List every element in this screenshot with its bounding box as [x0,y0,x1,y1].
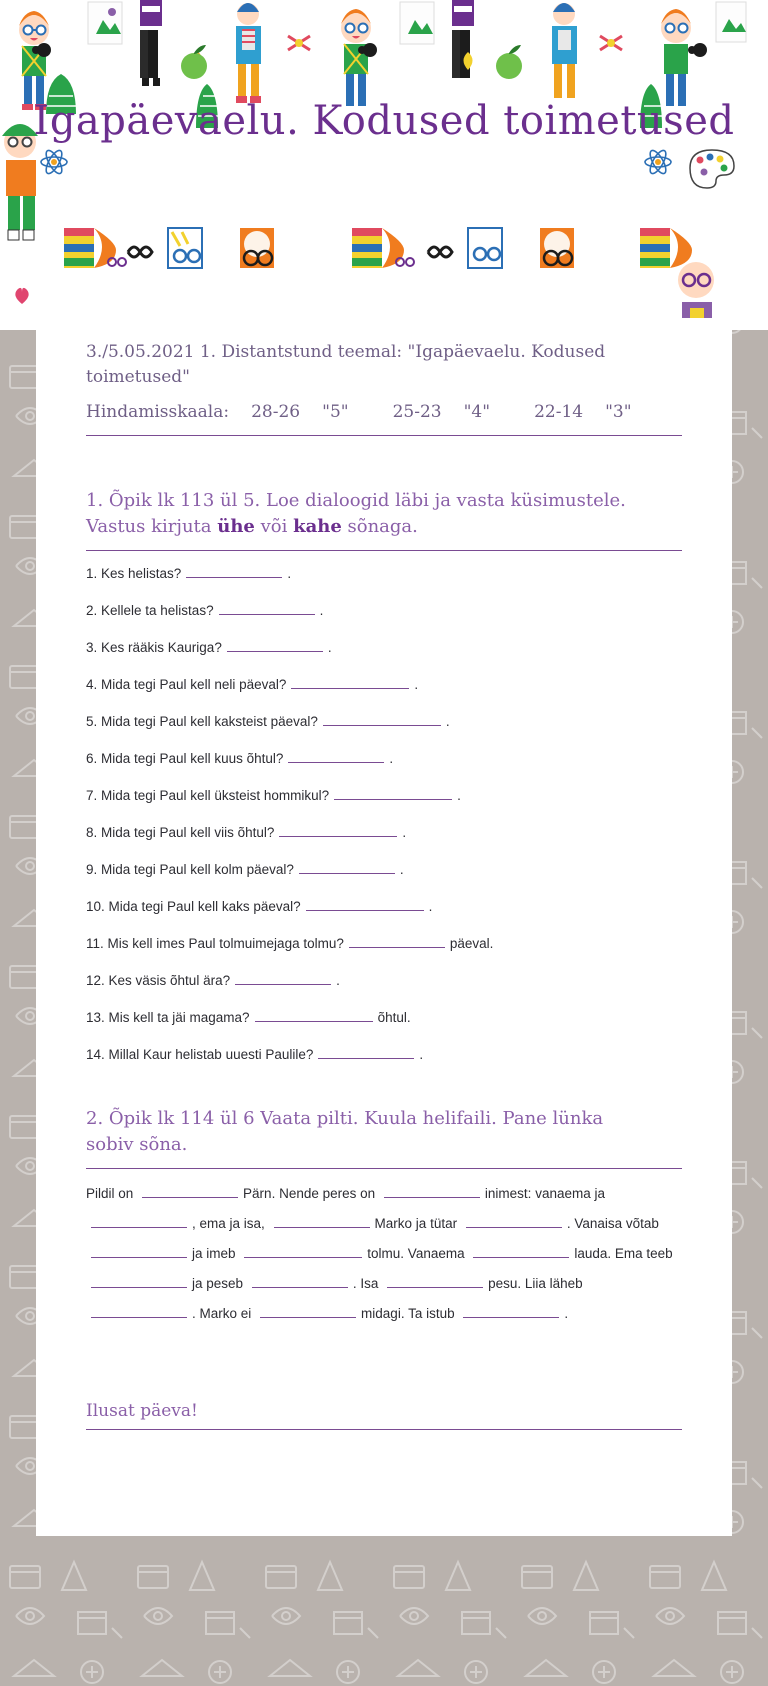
cloze-text: . Vanaisa võtab [566,1216,659,1231]
task-2-heading [36,1106,732,1158]
answer-blank[interactable] [323,711,441,726]
grading-scale-label: Hindamisskaala: [86,402,230,422]
question-row [86,822,682,842]
question-row [86,563,682,583]
scale-range-3: 22-14 [534,402,584,422]
cloze-blank[interactable] [91,1303,187,1318]
question-suffix: . [457,788,461,803]
task-1-bold-kahe: kahe [293,516,342,537]
cloze-text: tolmu. Vanaema [367,1246,465,1261]
question-suffix: . [287,566,292,581]
question-text: 8. Mida tegi Paul kell viis õhtul? [86,825,275,840]
question-row [86,1044,682,1064]
question-text: 2. Kellele ta helistas? [86,603,214,618]
question-text: 12. Kes väsis õhtul ära? [86,973,231,988]
cloze-blank[interactable] [387,1273,483,1288]
question-suffix: . [389,751,394,766]
question-text: 6. Mida tegi Paul kell kuus õhtul? [86,751,284,766]
task-1-question-list [36,563,732,1064]
question-text: 9. Mida tegi Paul kell kolm päeval? [86,862,294,877]
cloze-blank[interactable] [91,1213,187,1228]
question-suffix: . [319,603,324,618]
question-suffix: . [445,714,450,729]
cloze-blank[interactable] [384,1183,480,1198]
answer-blank[interactable] [186,563,282,578]
question-text: 13. Mis kell ta jäi magama? [86,1010,250,1025]
question-suffix: . [402,825,407,840]
question-suffix: . [419,1047,424,1062]
cloze-blank[interactable] [142,1183,238,1198]
question-row [86,896,682,916]
question-suffix: . [399,862,404,877]
cloze-blank[interactable] [252,1273,348,1288]
answer-blank[interactable] [299,859,395,874]
cloze-text: vanaema ja [535,1186,605,1201]
cloze-text: ja imeb [192,1246,236,1261]
cloze-text: ja peseb [192,1276,244,1291]
lesson-date-topic: 3./5.05.2021 1. Distantstund teemal: "Igapäevaelu. Kodused toimetused" [86,342,606,387]
cloze-text: Marko ja tütar [374,1216,458,1231]
question-suffix: . [414,677,419,692]
lesson-meta [36,340,732,425]
task-1-instruction-pre: Vastus kirjuta [86,516,218,537]
answer-blank[interactable] [318,1044,414,1059]
cloze-text: lauda. Ema teeb [574,1246,673,1261]
answer-blank[interactable] [235,970,331,985]
grading-scale [86,400,682,425]
task-1-heading [36,488,732,540]
question-suffix: . [428,899,433,914]
question-row [86,1007,682,1027]
answer-blank[interactable] [349,933,445,948]
scale-range-1: 28-26 [251,402,301,422]
question-row [86,637,682,657]
answer-blank[interactable] [255,1007,373,1022]
question-text: 5. Mida tegi Paul kell kaksteist päeval? [86,714,318,729]
question-row [86,859,682,879]
task-2-heading-line2: sobiv sõna. [86,1134,188,1155]
question-row [86,674,682,694]
answer-blank[interactable] [219,600,315,615]
question-row [86,600,682,620]
cloze-text: . [564,1306,569,1321]
cloze-blank[interactable] [91,1243,187,1258]
task-2-cloze-paragraph [36,1179,732,1329]
answer-blank[interactable] [291,674,409,689]
answer-blank[interactable] [227,637,323,652]
closing-message: Ilusat päeva! [86,1401,198,1421]
question-row [86,933,682,953]
answer-blank[interactable] [306,896,424,911]
question-suffix: päeval. [449,936,494,951]
cloze-blank[interactable] [91,1273,187,1288]
task-2-heading-line1: 2. Õpik lk 114 ül 6 Vaata pilti. Kuula helifaili. Pane lünka [86,1108,604,1129]
cloze-text: inimest: [484,1186,532,1201]
page-title: Igapäevaelu. Kodused toimetused [33,98,735,144]
cloze-blank[interactable] [260,1303,356,1318]
answer-blank[interactable] [279,822,397,837]
answer-blank[interactable] [334,785,452,800]
cloze-text: pesu. Liia läheb [488,1276,583,1291]
header-banner [0,0,768,330]
banner-illustration [0,0,768,330]
question-text: 7. Mida tegi Paul kell üksteist hommikul? [86,788,330,803]
worksheet-content [36,318,732,1430]
task-1-instruction-mid: või [254,516,294,537]
question-suffix: . [327,640,332,655]
worksheet-sheet [36,318,732,1536]
task-1-bold-uhe: ühe [217,516,255,537]
question-text: 11. Mis kell imes Paul tolmuimejaga tolmu? [86,936,344,951]
task-1-heading-line1: 1. Õpik lk 113 ül 5. Loe dialoogid läbi ja vasta küsimustele. [86,490,626,511]
cloze-blank[interactable] [466,1213,562,1228]
task-1-heading-line2 [86,514,682,540]
cloze-text: midagi. Ta istub [361,1306,455,1321]
question-text: 10. Mida tegi Paul kell kaks päeval? [86,899,301,914]
scale-grade-2: "4" [463,402,491,422]
answer-blank[interactable] [288,748,384,763]
cloze-blank[interactable] [473,1243,569,1258]
cloze-text: . Isa [352,1276,379,1291]
task-2-divider [86,1168,682,1169]
question-row [86,970,682,990]
question-text: 3. Kes rääkis Kauriga? [86,640,222,655]
question-suffix: . [336,973,340,988]
task-1-instruction-post: sõnaga. [341,516,418,537]
question-suffix: õhtul. [377,1010,411,1025]
cloze-blank[interactable] [274,1213,370,1228]
question-text: 1. Kes helistas? [86,566,182,581]
cloze-blank[interactable] [463,1303,559,1318]
task-1-divider [86,550,682,551]
question-text: 14. Millal Kaur helistab uuesti Paulile? [86,1047,314,1062]
cloze-text: Pärn. Nende peres on [243,1186,376,1201]
cloze-text: , ema ja isa, [192,1216,265,1231]
closing-divider [86,1429,682,1430]
question-text: 4. Mida tegi Paul kell neli päeval? [86,677,287,692]
cloze-blank[interactable] [244,1243,362,1258]
scale-grade-1: "5" [322,402,349,422]
cloze-text: . Marko ei [192,1306,252,1321]
question-row [86,711,682,731]
scale-range-2: 25-23 [392,402,442,422]
cloze-text: Pildil on [86,1186,134,1201]
question-row [86,785,682,805]
scale-grade-3: "3" [605,402,632,422]
question-row [86,748,682,768]
meta-divider [86,435,682,436]
